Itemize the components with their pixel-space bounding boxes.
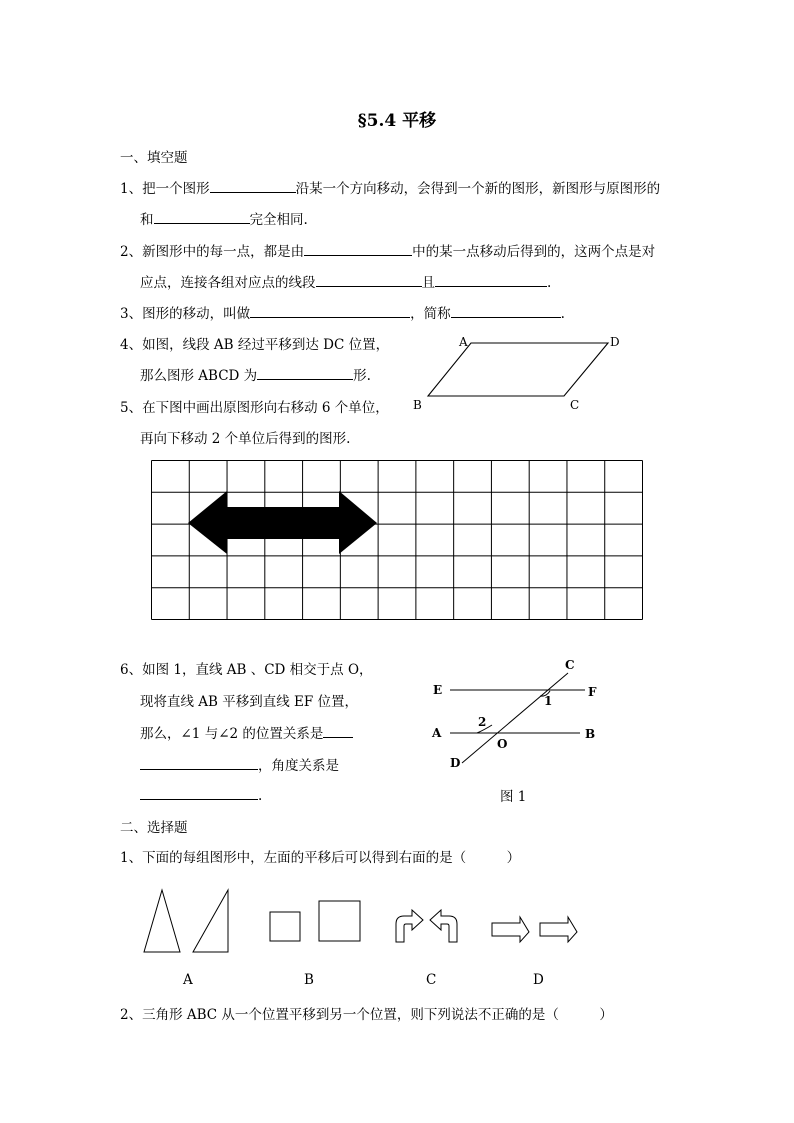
fig1-label-d: D <box>450 756 461 770</box>
option-d-arrow-2 <box>540 917 577 942</box>
q1-blank-2[interactable] <box>154 210 250 224</box>
question-3 <box>120 302 565 322</box>
q1-text-1: 1、把一个图形 <box>120 181 210 197</box>
option-b-large-square <box>319 901 360 941</box>
q6-blank-2[interactable] <box>140 756 258 770</box>
figure-1-lines <box>440 660 640 780</box>
q3-blank-2[interactable] <box>451 304 561 318</box>
q6-text-3: 那么，∠1 与∠2 的位置关系是 <box>140 726 324 742</box>
q3-text-2: ，简称 <box>410 306 451 322</box>
question-4-line-2 <box>140 364 371 384</box>
q2-text-5: . <box>547 275 552 291</box>
question-6-line-2: 现将直线 AB 平移到直线 EF 位置， <box>140 694 359 710</box>
fig1-label-o: O <box>497 737 508 751</box>
question-1-line-1 <box>120 177 660 197</box>
option-a-right-triangle <box>193 890 228 952</box>
fig1-label-b: B <box>585 727 596 741</box>
q6-blank-3[interactable] <box>140 786 258 800</box>
q3-text-3: . <box>560 306 565 322</box>
parallelogram-label-c: C <box>570 398 580 412</box>
option-d-label[interactable]: D <box>533 972 544 988</box>
parallelogram-label-b: B <box>413 398 422 412</box>
choice-figures <box>140 888 600 958</box>
double-arrow-shape <box>188 491 377 554</box>
q4-text-3: 形. <box>353 368 371 384</box>
parallelogram-figure <box>415 332 615 412</box>
question-6-line-1: 6、如图 1，直线 AB 、CD 相交于点 O， <box>120 662 373 678</box>
q2-text-4: 且 <box>421 275 435 291</box>
option-c-bent-arrow-left <box>430 910 457 942</box>
page-title: §5.4 平移 <box>357 111 437 131</box>
q4-blank[interactable] <box>257 366 353 380</box>
option-c-label[interactable]: C <box>426 972 437 988</box>
option-a-label[interactable]: A <box>183 972 193 988</box>
translation-grid[interactable] <box>151 460 643 620</box>
q3-text-1: 3、图形的移动，叫做 <box>120 306 251 322</box>
option-b-small-square <box>270 912 300 941</box>
fig1-label-angle-2: 2 <box>478 715 487 729</box>
question-6-line-3 <box>140 722 353 742</box>
q2-blank-3[interactable] <box>435 273 547 287</box>
option-b-label[interactable]: B <box>304 972 314 988</box>
q1-blank-1[interactable] <box>210 179 296 193</box>
parallelogram-label-a: A <box>459 335 468 349</box>
question-6-line-4 <box>140 754 339 774</box>
question-6-line-5 <box>140 786 262 804</box>
section-heading-choice: 二、选择题 <box>120 820 188 836</box>
option-c-bent-arrow-right <box>396 910 423 942</box>
q2-text-1: 2、新图形中的每一点，都是由 <box>120 244 305 260</box>
fig1-label-a: A <box>432 726 442 740</box>
q6-text-4: ，角度关系是 <box>258 758 339 774</box>
q1-text-3: 和 <box>140 212 154 228</box>
question-1-line-2 <box>140 208 308 228</box>
parallelogram-label-d: D <box>610 335 620 349</box>
q6-blank-1[interactable] <box>323 724 353 738</box>
q3-blank-1[interactable] <box>250 304 410 318</box>
q4-text-2: 那么图形 ABCD 为 <box>140 368 258 384</box>
fig1-label-c: C <box>565 658 575 672</box>
figure-1-caption: 图 1 <box>500 789 527 805</box>
section-heading-fill-in: 一、填空题 <box>120 150 188 166</box>
q2-blank-2[interactable] <box>316 273 422 287</box>
fig1-label-angle-1: 1 <box>544 694 553 708</box>
q6-text-5: . <box>258 788 263 804</box>
q2-text-2: 中的某一点移动后得到的，这两个点是对 <box>412 244 656 260</box>
q1-text-4: 完全相同. <box>249 212 308 228</box>
question-4-line-1: 4、如图，线段 AB 经过平移到达 DC 位置， <box>120 337 390 353</box>
choice-question-2: 2、三角形 ABC 从一个位置平移到另一个位置，则下列说法不正确的是（ ） <box>120 1007 613 1023</box>
q2-text-3: 应点，连接各组对应点的线段 <box>140 275 316 291</box>
choice-question-1: 1、下面的每组图形中，左面的平移后可以得到右面的是（ ） <box>120 850 521 866</box>
question-5-line-1: 5、在下图中画出原图形向右移动 6 个单位， <box>120 400 389 416</box>
fig1-label-e: E <box>433 683 443 697</box>
q2-blank-1[interactable] <box>304 242 412 256</box>
question-5-line-2: 再向下移动 2 个单位后得到的图形. <box>140 431 351 447</box>
fig1-label-f: F <box>588 685 597 699</box>
parallelogram-abcd <box>428 343 608 396</box>
question-2-line-2 <box>140 271 551 291</box>
option-a-isosceles-triangle <box>144 890 180 952</box>
q1-text-2: 沿某一个方向移动，会得到一个新的图形，新图形与原图形的 <box>295 181 661 197</box>
question-2-line-1 <box>120 240 655 260</box>
option-d-arrow-1 <box>492 917 529 942</box>
